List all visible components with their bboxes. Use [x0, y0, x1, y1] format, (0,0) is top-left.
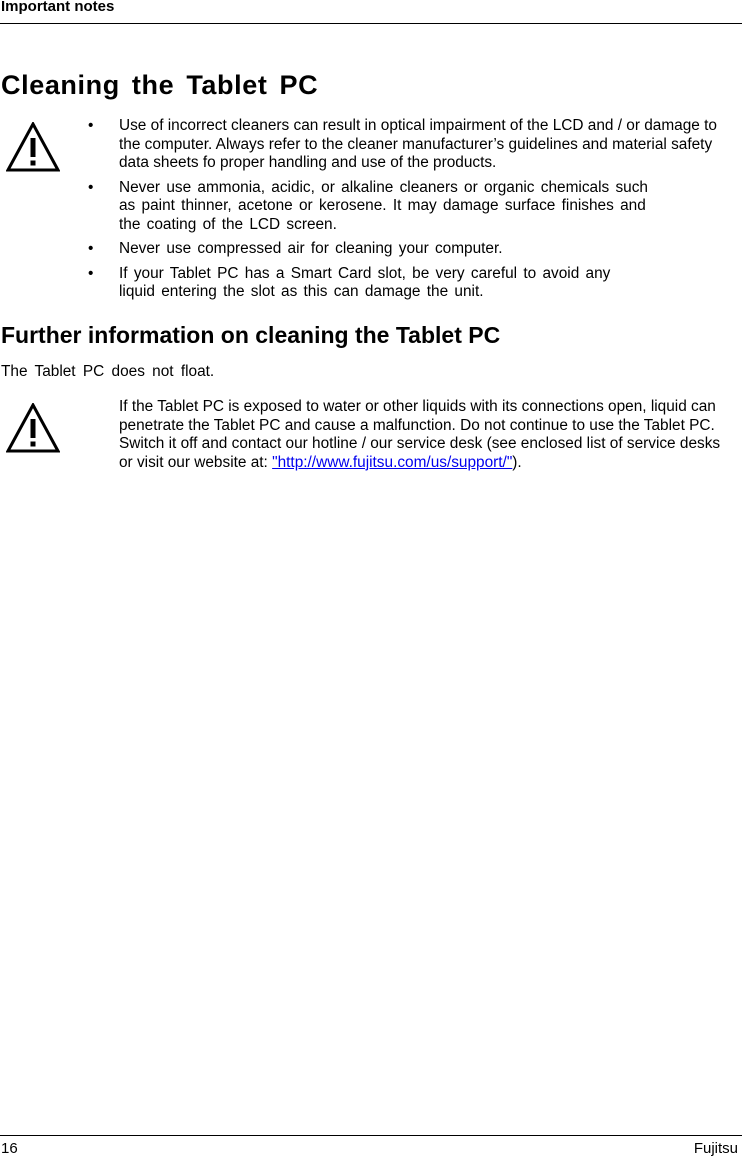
bullet-glyph: •	[88, 117, 94, 134]
list-item	[88, 117, 738, 173]
running-header: Important notes	[1, 0, 115, 15]
float-statement: The Tablet PC does not float.	[1, 363, 215, 380]
bullet-text: If your Tablet PC has a Smart Card slot, be very careful to avoid any liquid entering the slot as this can damage the unit.	[119, 264, 611, 300]
header-divider	[0, 23, 742, 24]
section-heading-cleaning: Cleaning the Tablet PC	[1, 70, 319, 100]
note-suffix: ).	[512, 453, 522, 471]
water-exposure-note	[119, 398, 737, 472]
bullet-glyph: •	[88, 264, 94, 282]
bullet-text: Never use ammonia, acidic, or alkaline cleaners or organic chemicals such as paint thinner, acetone or kerosene. It may damage surface finishes and the coating of the LCD screen.	[119, 178, 648, 233]
footer-brand: Fujitsu	[693, 1140, 738, 1157]
warning-triangle-icon	[6, 122, 60, 172]
bullet-glyph: •	[88, 178, 94, 196]
list-item	[88, 179, 738, 235]
bullet-text: Never use compressed air for cleaning your computer.	[119, 240, 503, 257]
page-number: 16	[1, 1140, 18, 1157]
list-item	[88, 240, 738, 259]
support-website-link[interactable]: "http://www.fujitsu.com/us/support/"	[272, 453, 513, 471]
footer-divider	[0, 1135, 742, 1136]
list-item	[88, 265, 738, 302]
note-text: If the Tablet PC is exposed to water or other liquids with its connections open, liquid can penetrate the Tablet PC and cause a malfunction. Do not continue to use the Tablet PC. Switch it off and contact our hotline / our service desk (see enclosed list of service desks or visit our website at:	[119, 398, 721, 471]
warning-triangle-icon	[6, 403, 60, 453]
bullet-text: Use of incorrect cleaners can result in optical impairment of the LCD and / or damage to the computer. Always refer to the cleaner manufacturer’s guidelines and material safety data sheets fo proper handling and use of the products.	[119, 117, 717, 171]
bullet-glyph: •	[88, 240, 94, 257]
section-heading-further-info: Further information on cleaning the Tablet PC	[1, 322, 501, 348]
cleaning-bullet-list	[88, 117, 738, 308]
